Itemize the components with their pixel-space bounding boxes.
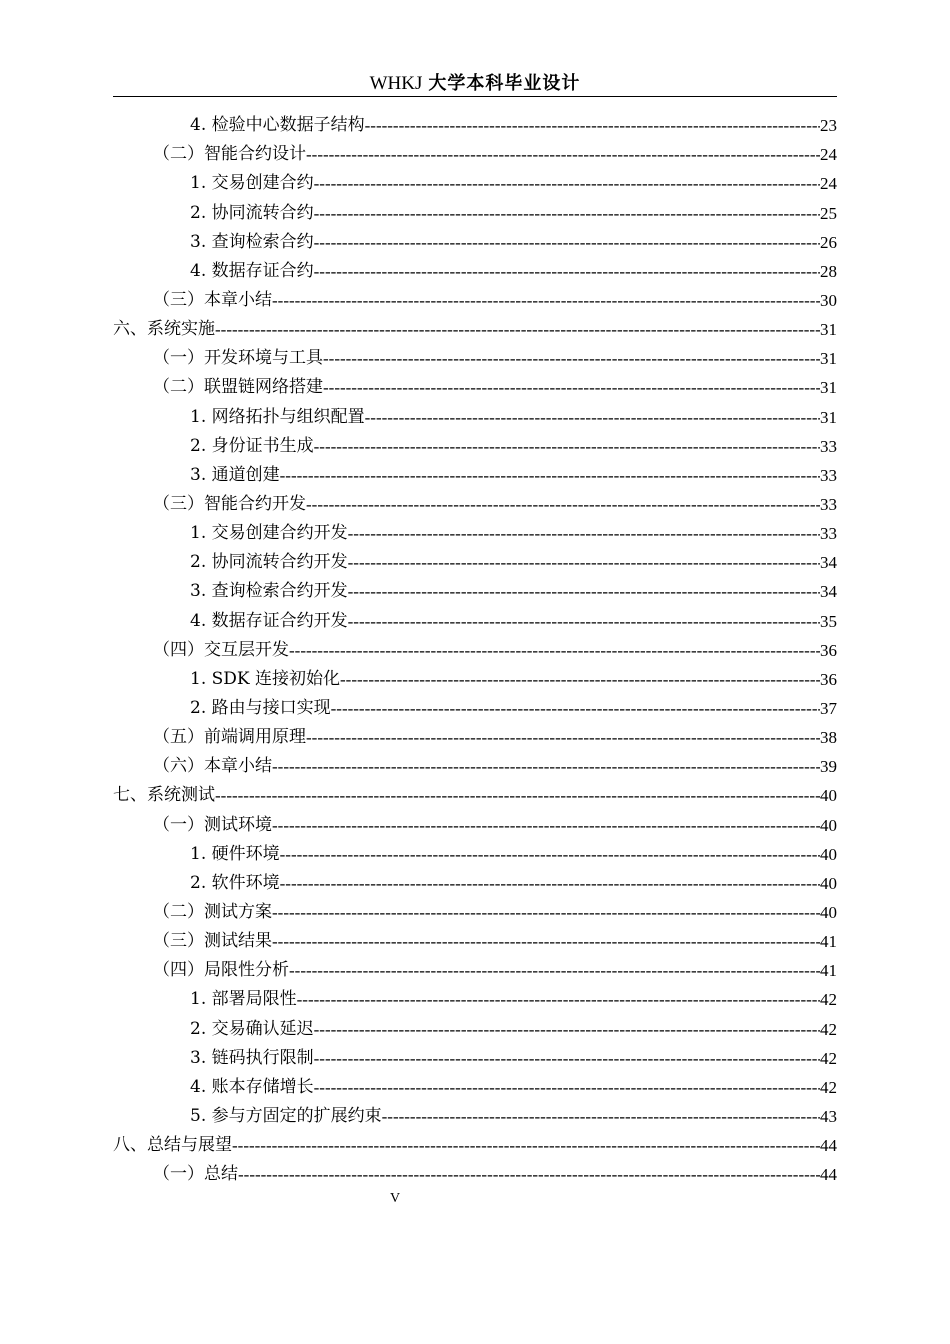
- toc-entry[interactable]: [113, 286, 837, 315]
- toc-leader-dashes: [272, 811, 820, 840]
- toc-entry-page: 40: [820, 873, 837, 893]
- toc-entry[interactable]: [113, 1014, 837, 1043]
- toc-leader-dashes: [348, 519, 820, 548]
- toc-entry-page: 44: [820, 1136, 837, 1156]
- toc-entry-title: （一）开发环境与工具: [153, 348, 323, 369]
- toc-entry[interactable]: [113, 257, 837, 286]
- toc-entry[interactable]: [113, 519, 837, 548]
- toc-entry-page: 33: [820, 494, 837, 514]
- toc-entry-page: 40: [820, 844, 837, 864]
- toc-entry[interactable]: [113, 198, 837, 227]
- toc-entry[interactable]: [113, 111, 837, 140]
- toc-entry[interactable]: [113, 956, 837, 985]
- toc-entry-title: 3. 查询检索合约开发: [190, 581, 348, 602]
- toc-entry[interactable]: [113, 577, 837, 606]
- toc-leader-dashes: [238, 1160, 820, 1189]
- toc-entry-page: 33: [820, 436, 837, 456]
- toc-leader-dashes: [314, 1015, 820, 1044]
- toc-entry-title: 2. 协同流转合约: [190, 202, 314, 223]
- toc-entry-page: 25: [820, 203, 837, 223]
- toc-leader-dashes: [314, 199, 820, 228]
- toc-leader-dashes: [272, 286, 820, 315]
- toc-entry-page: 40: [820, 786, 837, 806]
- toc-entry[interactable]: [113, 1102, 837, 1131]
- toc-leader-dashes: [314, 432, 820, 461]
- toc-entry-page: 31: [820, 320, 837, 340]
- toc-entry[interactable]: [113, 606, 837, 635]
- toc-entry-page: 38: [820, 728, 837, 748]
- toc-entry-page: 34: [820, 582, 837, 602]
- toc-leader-dashes: [272, 927, 820, 956]
- toc-leader-dashes: [215, 315, 820, 344]
- toc-entry-title: 八、总结与展望: [113, 1135, 232, 1156]
- toc-entry-title: 4. 数据存证合约开发: [190, 610, 348, 631]
- toc-entry[interactable]: [113, 169, 837, 198]
- toc-entry[interactable]: [113, 402, 837, 431]
- toc-entry-title: （六）本章小结: [153, 756, 272, 777]
- toc-entry-page: 28: [820, 261, 837, 281]
- toc-entry-page: 31: [820, 407, 837, 427]
- toc-entry[interactable]: [113, 694, 837, 723]
- toc-entry[interactable]: [113, 373, 837, 402]
- toc-entry-page: 42: [820, 1077, 837, 1097]
- toc-leader-dashes: [314, 169, 820, 198]
- toc-entry-title: 4. 账本存储增长: [190, 1076, 314, 1097]
- toc-entry-page: 24: [820, 174, 837, 194]
- toc-entry[interactable]: [113, 1160, 837, 1189]
- toc-entry[interactable]: [113, 548, 837, 577]
- toc-entry-title: 1. 硬件环境: [190, 843, 280, 864]
- toc-entry[interactable]: [113, 723, 837, 752]
- toc-leader-dashes: [280, 461, 820, 490]
- toc-entry[interactable]: [113, 927, 837, 956]
- toc-entry-page: 31: [820, 378, 837, 398]
- toc-leader-dashes: [272, 752, 820, 781]
- toc-entry-title: 2. 交易确认延迟: [190, 1018, 314, 1039]
- toc-leader-dashes: [323, 344, 820, 373]
- toc-entry-page: 41: [820, 961, 837, 981]
- toc-entry[interactable]: [113, 490, 837, 519]
- toc-leader-dashes: [314, 1073, 820, 1102]
- toc-entry-title: 4. 数据存证合约: [190, 260, 314, 281]
- toc-leader-dashes: [323, 373, 820, 402]
- toc-entry-page: 33: [820, 524, 837, 544]
- toc-leader-dashes: [365, 111, 820, 140]
- toc-entry-title: 1. 网络拓扑与组织配置: [190, 406, 365, 427]
- toc-entry-page: 40: [820, 815, 837, 835]
- toc-leader-dashes: [232, 1131, 820, 1160]
- toc-entry[interactable]: [113, 315, 837, 344]
- toc-leader-dashes: [314, 257, 820, 286]
- toc-entry-title: （一）测试环境: [153, 814, 272, 835]
- toc-entry-page: 43: [820, 1106, 837, 1126]
- toc-entry-title: （二）测试方案: [153, 901, 272, 922]
- toc-entry-title: 六、系统实施: [113, 319, 215, 340]
- toc-leader-dashes: [306, 490, 820, 519]
- toc-entry-title: （三）测试结果: [153, 931, 272, 952]
- toc-leader-dashes: [306, 723, 820, 752]
- toc-entry[interactable]: [113, 344, 837, 373]
- toc-entry-page: 31: [820, 349, 837, 369]
- toc-leader-dashes: [280, 869, 820, 898]
- toc-leader-dashes: [365, 403, 820, 432]
- toc-entry-page: 24: [820, 145, 837, 165]
- toc-entry-title: （三）本章小结: [153, 289, 272, 310]
- header-latin-text: WHKJ: [369, 73, 423, 94]
- toc-entry-page: 23: [820, 116, 837, 136]
- toc-leader-dashes: [289, 956, 820, 985]
- toc-entry-title: 4. 检验中心数据子结构: [190, 115, 365, 136]
- toc-entry-page: 36: [820, 669, 837, 689]
- toc-entry-title: 2. 软件环境: [190, 872, 280, 893]
- toc-leader-dashes: [272, 898, 820, 927]
- toc-leader-dashes: [382, 1102, 820, 1131]
- toc-entry-page: 37: [820, 698, 837, 718]
- toc-leader-dashes: [331, 694, 820, 723]
- toc-entry-title: 3. 查询检索合约: [190, 231, 314, 252]
- toc-entry[interactable]: [113, 781, 837, 810]
- toc-entry[interactable]: [113, 665, 837, 694]
- toc-leader-dashes: [289, 636, 820, 665]
- toc-leader-dashes: [340, 665, 820, 694]
- toc-entry[interactable]: [113, 1131, 837, 1160]
- toc-entry[interactable]: [113, 1044, 837, 1073]
- toc-entry[interactable]: [113, 636, 837, 665]
- toc-entry[interactable]: [113, 810, 837, 839]
- toc-entry-page: 42: [820, 990, 837, 1010]
- toc-entry-page: 30: [820, 290, 837, 310]
- toc-entry-page: 35: [820, 611, 837, 631]
- page-number: V: [389, 1191, 401, 1206]
- toc-entry-title: 七、系统测试: [113, 785, 215, 806]
- toc-entry-title: 2. 身份证书生成: [190, 435, 314, 456]
- toc-entry-title: （二）联盟链网络搭建: [153, 377, 323, 398]
- toc-entry[interactable]: [113, 752, 837, 781]
- toc-entry[interactable]: [113, 140, 837, 169]
- toc-entry-page: 36: [820, 640, 837, 660]
- header-title: 大学本科毕业设计: [428, 73, 581, 94]
- toc-entry-page: 40: [820, 902, 837, 922]
- toc-entry-title: 5. 参与方固定的扩展约束: [190, 1105, 382, 1126]
- toc-entry-page: 42: [820, 1048, 837, 1068]
- toc-entry-title: 2. 路由与接口实现: [190, 697, 331, 718]
- toc-entry-page: 26: [820, 232, 837, 252]
- toc-entry-title: 1. 交易创建合约: [190, 173, 314, 194]
- toc-entry-title: 3. 通道创建: [190, 464, 280, 485]
- toc-entry-title: （四）交互层开发: [153, 639, 289, 660]
- toc-entry[interactable]: [113, 432, 837, 461]
- page-header: [113, 70, 837, 97]
- toc-entry[interactable]: [113, 898, 837, 927]
- toc-entry-page: 39: [820, 757, 837, 777]
- toc-leader-dashes: [215, 781, 820, 810]
- toc-entry[interactable]: [113, 1073, 837, 1102]
- toc-entry-title: （二）智能合约设计: [153, 144, 306, 165]
- toc-entry-page: 33: [820, 465, 837, 485]
- table-of-contents: [113, 111, 837, 1189]
- toc-entry-title: 3. 链码执行限制: [190, 1047, 314, 1068]
- toc-entry-page: 41: [820, 932, 837, 952]
- toc-entry[interactable]: [113, 461, 837, 490]
- toc-entry-title: 1. SDK 连接初始化: [190, 668, 341, 689]
- toc-entry-title: （四）局限性分析: [153, 960, 289, 981]
- toc-leader-dashes: [348, 577, 820, 606]
- toc-entry-title: （三）智能合约开发: [153, 493, 306, 514]
- toc-leader-dashes: [348, 607, 820, 636]
- toc-entry-title: 1. 交易创建合约开发: [190, 523, 348, 544]
- toc-entry-title: 2. 协同流转合约开发: [190, 552, 348, 573]
- toc-entry-page: 34: [820, 553, 837, 573]
- toc-entry[interactable]: [113, 985, 837, 1014]
- toc-leader-dashes: [306, 140, 820, 169]
- toc-leader-dashes: [314, 228, 820, 257]
- toc-entry[interactable]: [113, 840, 837, 869]
- toc-entry-title: （一）总结: [153, 1164, 238, 1185]
- toc-leader-dashes: [348, 548, 820, 577]
- toc-leader-dashes: [314, 1044, 820, 1073]
- toc-entry-title: （五）前端调用原理: [153, 727, 306, 748]
- toc-leader-dashes: [280, 840, 820, 869]
- toc-leader-dashes: [297, 985, 820, 1014]
- toc-entry-page: 44: [820, 1165, 837, 1185]
- toc-entry[interactable]: [113, 869, 837, 898]
- toc-entry[interactable]: [113, 228, 837, 257]
- toc-entry-page: 42: [820, 1019, 837, 1039]
- toc-entry-title: 1. 部署局限性: [190, 989, 297, 1010]
